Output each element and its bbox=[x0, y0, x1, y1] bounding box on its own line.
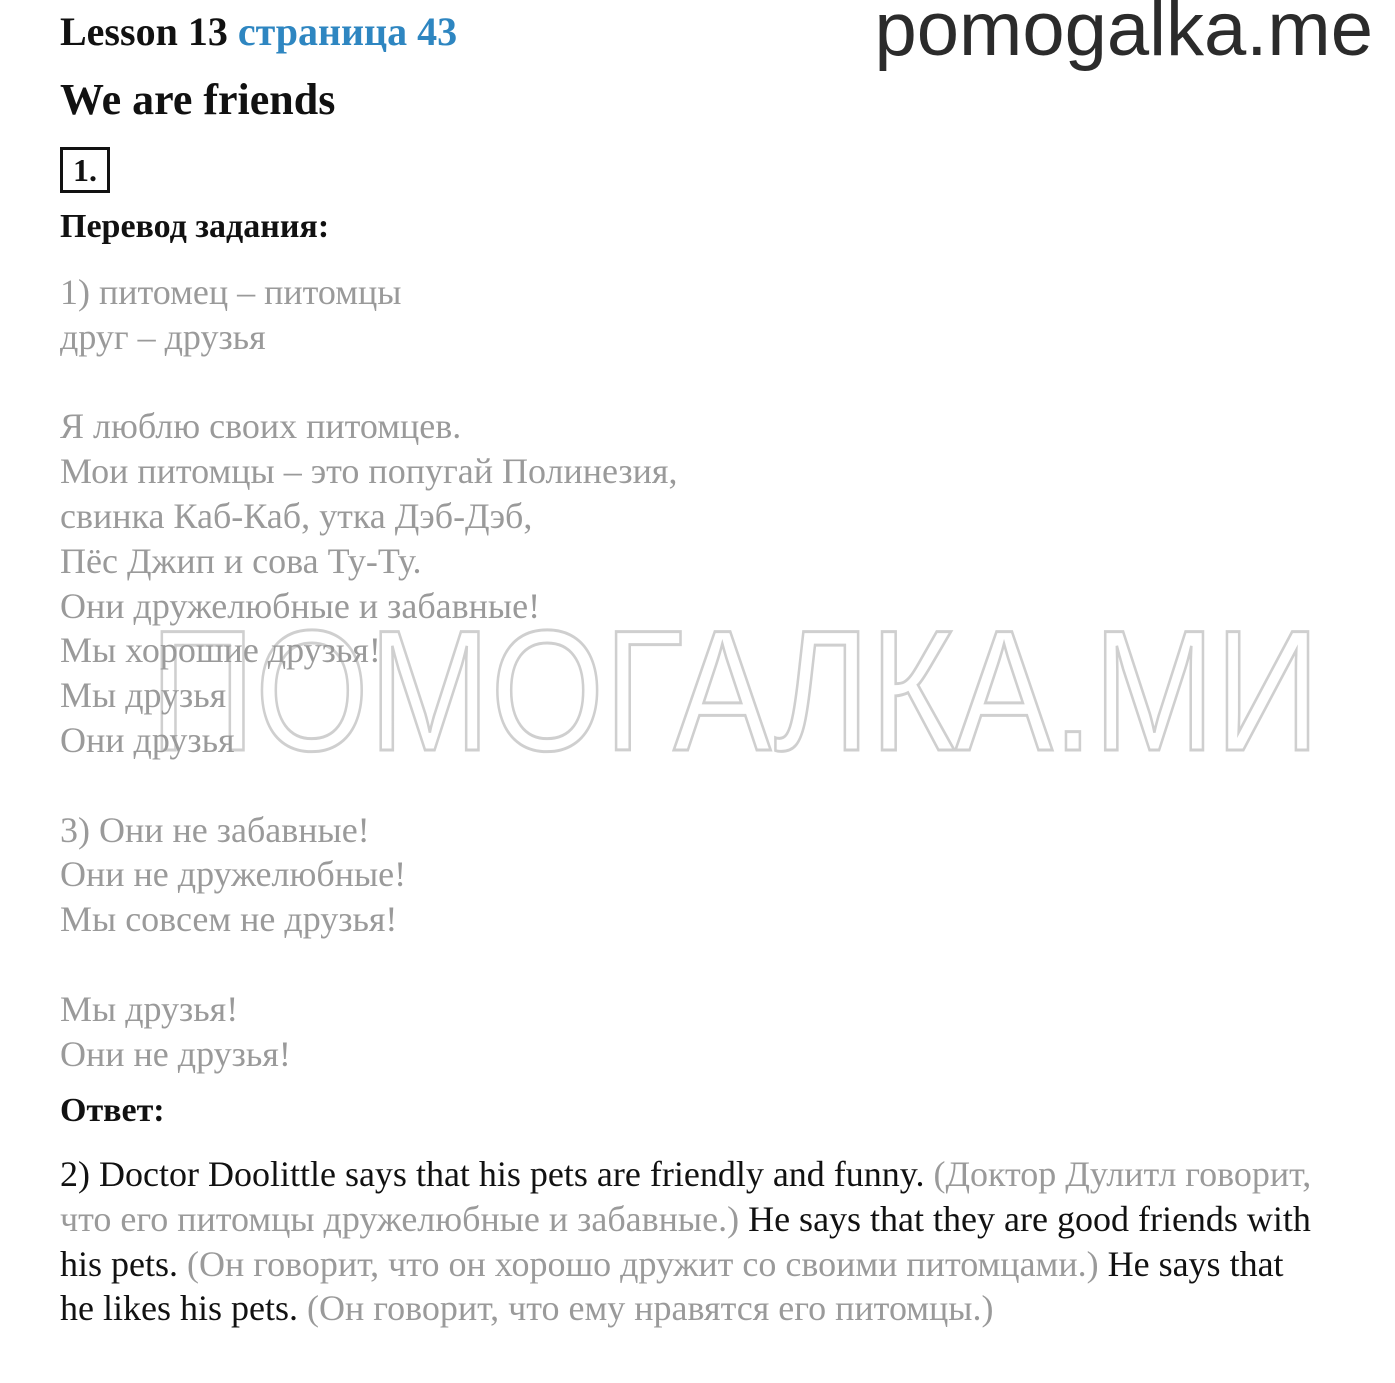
site-logo: pomogalka.me bbox=[874, 0, 1373, 72]
lesson-heading bbox=[60, 8, 457, 55]
topic-title: We are friends bbox=[60, 75, 336, 124]
answer-translation: (Он говорит, что он хорошо дружит со своими питомцами.) bbox=[187, 1243, 1099, 1284]
answer-paragraph bbox=[60, 1152, 1320, 1331]
task-number: 1. bbox=[60, 147, 110, 193]
translation-line: Они друзья bbox=[60, 719, 235, 760]
translation-line: 3) Они не забавные! bbox=[60, 809, 370, 850]
lesson-label: Lesson 13 bbox=[60, 9, 228, 54]
translation-line: Они не дружелюбные! bbox=[60, 854, 407, 895]
translation-line: свинка Каб-Каб, утка Дэб-Дэб, bbox=[60, 495, 533, 536]
translation-line: Мы друзья! bbox=[60, 988, 239, 1029]
answer-sentence: 2) Doctor Doolittle says that his pets are friendly and funny. bbox=[60, 1154, 925, 1194]
answer-sentence: He says that they are good friends with his pets. bbox=[60, 1198, 1311, 1284]
translation-line: 1) питомец – питомцы bbox=[60, 272, 402, 312]
translation-line: друг – друзья bbox=[60, 316, 266, 357]
translation-line: Мы совсем не друзья! bbox=[60, 899, 398, 940]
translation-stanza bbox=[60, 270, 677, 360]
translation-line: Мы хорошие друзья! bbox=[60, 630, 381, 671]
watermark-text: ПОМОГАЛКА.МИ bbox=[150, 612, 1320, 772]
translation-stanza bbox=[60, 808, 677, 942]
translation-line: Они не друзья! bbox=[60, 1033, 291, 1074]
translation-line: Мы друзья bbox=[60, 675, 227, 716]
translation-line: Я люблю своих питомцев. bbox=[60, 406, 462, 447]
answer-translation: (Он говорит, что ему нравятся его питомцы.) bbox=[306, 1288, 994, 1329]
translation-heading: Перевод задания: bbox=[60, 208, 330, 245]
translation-line: Мои питомцы – это попугай Полинезия, bbox=[60, 451, 678, 492]
translation-line: Пёс Джип и сова Ту-Ту. bbox=[60, 540, 422, 581]
translation-stanza bbox=[60, 987, 677, 1077]
translation-line: Они дружелюбные и забавные! bbox=[60, 585, 541, 626]
translation-stanza bbox=[60, 404, 677, 762]
answer-sentence: He says that he likes his pets. bbox=[60, 1243, 1284, 1329]
page-reference: страница 43 bbox=[237, 9, 458, 54]
answer-translation: (Доктор Дулитл говорит, что его питомцы дружелюбные и забавные.) bbox=[60, 1154, 1312, 1239]
answer-heading: Ответ: bbox=[60, 1092, 165, 1129]
translation-block bbox=[60, 270, 677, 1121]
